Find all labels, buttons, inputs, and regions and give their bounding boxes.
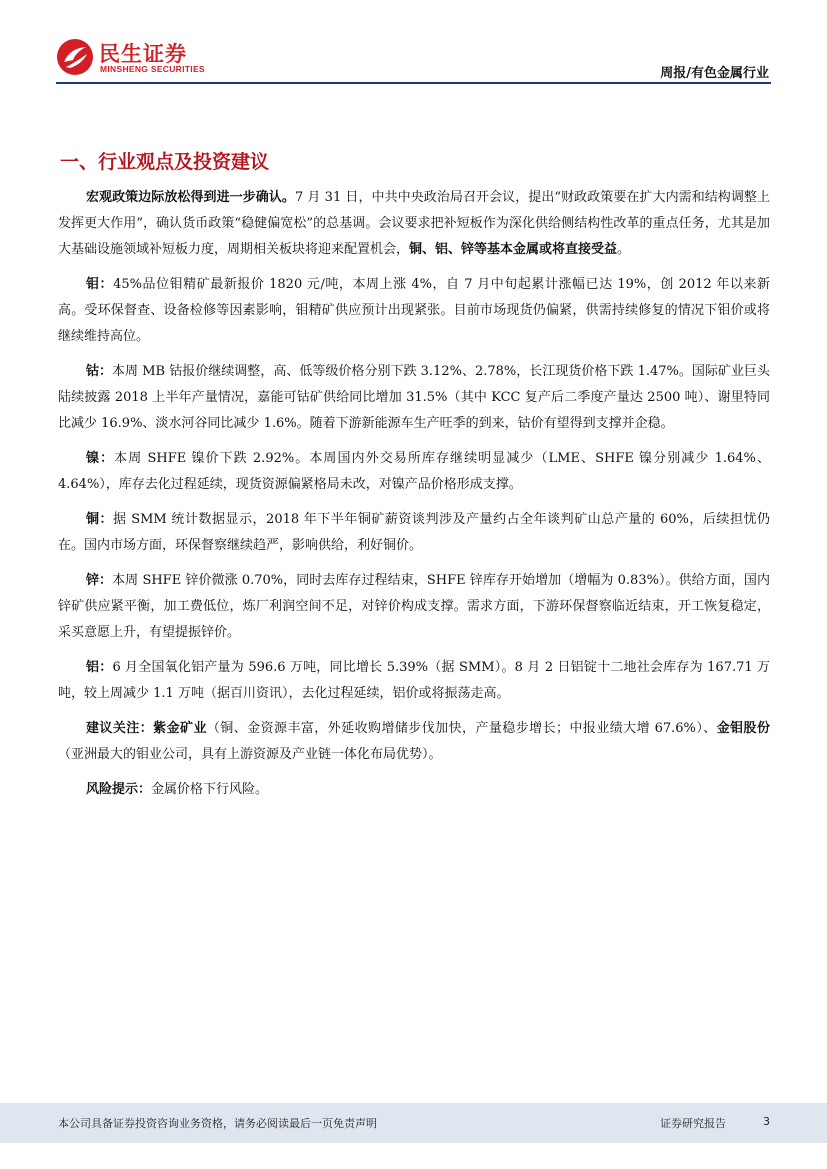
stock-note: （铜、金资源丰富，外延收购增储步伐加快，产量稳步增长；中报业绩大增 67.6%）、 [206,721,717,736]
stock-note: （亚洲最大的钼业公司，具有上游资源及产业链一体化布局优势）。 [58,747,442,762]
paragraph-emphasis: 铜、铝、锌等基本金属或将直接受益 [409,242,618,257]
report-body [58,185,770,812]
paragraph-text: 本周 SHFE 锌价微涨 0.70%，同时去库存过程结束，SHFE 锌库存开始增加（增幅为 0.83%）。供给方面，国内锌矿供应紧平衡，加工费低位，炼厂利润空间不足，对锌价构成支撑。需求方面，下游环保督察临近结束，开工恢复稳定，采买意愿上升，有望提振锌价。 [58,573,770,640]
paragraph-tail: 。 [617,242,631,257]
paragraph-lead: 建议关注： [86,721,154,736]
paragraph-lead: 铝： [86,660,113,675]
page-header [0,0,827,90]
paragraph-cobalt [58,359,770,437]
page-number: 3 [763,1115,770,1128]
paragraph-lead: 宏观政策边际放松得到进一步确认。 [86,190,295,205]
logo-english-name: MINSHENG SECURITIES [100,64,205,74]
paragraph-lead: 镍： [86,451,115,466]
stock-name: 紫金矿业 [153,721,207,736]
paragraph-text: 45%品位钼精矿最新报价 1820 元/吨，本周上涨 4%，自 7 月中旬起累计涨幅已达 19%，创 2012 年以来新高。受环保督查、设备检修等因素影响，钼精矿供应预计出现紧张。目前市场现货仍偏紧，供需持续修复的情况下钼价或将继续维持高位。 [58,277,770,344]
paragraph-aluminum [58,655,770,707]
stock-name: 金钼股份 [716,721,770,736]
paragraph-text: 金属价格下行风险。 [151,782,269,797]
section-title: 一、行业观点及投资建议 [60,151,270,173]
minsheng-logo-icon [56,38,94,76]
footer-disclaimer: 本公司具备证券投资咨询业务资格，请务必阅读最后一页免责声明 [58,1117,377,1130]
paragraph-text: 6 月全国氧化铝产量为 596.6 万吨，同比增长 5.39%（据 SMM）。8 月 2 日铝锭十二地社会库存为 167.71 万吨，较上周减少 1.1 万吨（据百川资讯），去化过程延续，铝价或将振荡走高。 [58,660,770,701]
minsheng-logo [56,38,216,80]
paragraph-text: 据 SMM 统计数据显示，2018 年下半年铜矿薪资谈判涉及产量约占全年谈判矿山总产量的 60%，后续担忧仍在。国内市场方面，环保督察继续趋严，影响供给，利好铜价。 [58,512,770,553]
paragraph-copper [58,507,770,559]
paragraph-risk-warning [58,777,770,803]
paragraph-lead: 风险提示： [86,782,152,797]
paragraph-text: 本周 MB 钴报价继续调整，高、低等级价格分别下跌 3.12%、2.78%，长江现货价格下跌 1.47%。国际矿业巨头陆续披露 2018 上半年产量情况，嘉能可钴矿供给同比增加 31.5%（其中 KCC 复产后二季度产量达 2500 吨）、谢里特同比减少 16.9%、淡水河谷同比减少 1.6%。随着下游新能源车生产旺季的到来，钴价有望得到支撑并企稳。 [58,364,770,431]
page-footer [0,1103,827,1143]
footer-report-label: 证券研究报告 [660,1117,726,1130]
logo-chinese-name: 民生证券 [99,42,187,66]
paragraph-macro-policy [58,185,770,263]
paragraph-text: 7 月 31 日，中共中央政治局召开会议，提出“财政政策要在扩大内需和结构调整上发挥更大作用”，确认货币政策“稳健偏宽松”的总基调。会议要求把补短板作为深化供给侧结构性改革的重点任务，尤其是加大基础设施领域补短板力度，周期相关板块将迎来配置机会， [58,190,770,257]
paragraph-molybdenum [58,272,770,350]
paragraph-lead: 钴： [86,364,113,379]
paragraph-text: 本周 SHFE 镍价下跌 2.92%。本周国内外交易所库存继续明显减少（LME、SHFE 镍分别减少 1.64%、4.64%），库存去化过程延续，现货资源偏紧格局未改，对镍产品价格形成支撑。 [58,451,770,492]
paragraph-recommendations [58,716,770,768]
paragraph-zinc [58,568,770,646]
paragraph-nickel [58,446,770,498]
paragraph-lead: 铜： [86,512,114,527]
header-divider [56,82,771,84]
report-type-label: 周报/有色金属行业 [660,66,769,81]
paragraph-lead: 钼： [86,277,114,292]
paragraph-lead: 锌： [86,573,113,588]
